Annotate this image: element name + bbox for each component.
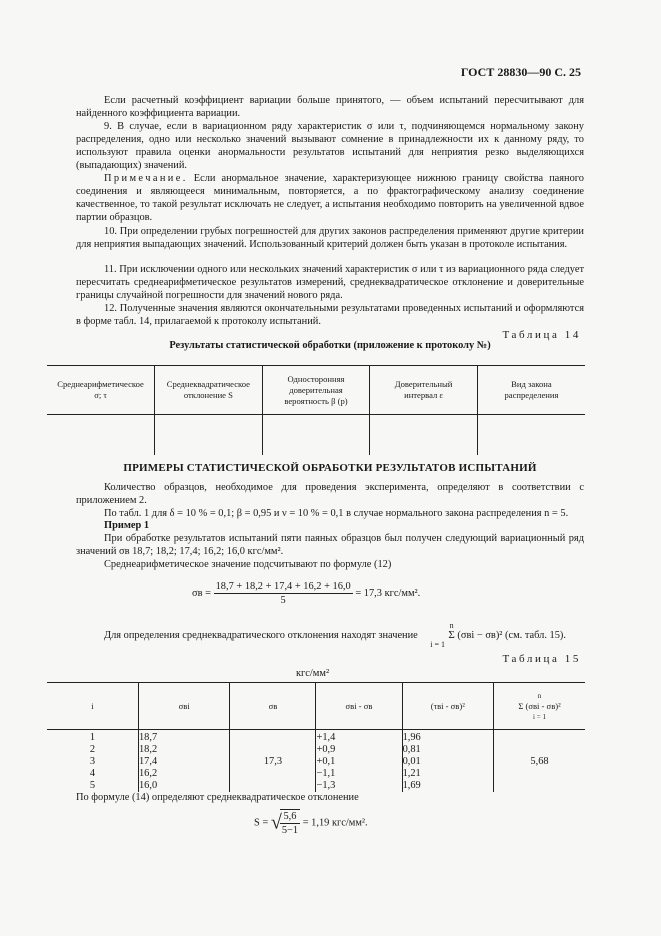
t14-col-stddev: Среднеквадратическое отклонение S — [155, 366, 263, 415]
paragraph-11: 11. При исключении одного или нескольких значений характеристик σ или τ из вариационного ряда следует пересчитать среднеарифметическое результатов измерений, среднеквадратическое отклонение и доверительные границы случайной погрешности для значений нового ряда. — [76, 264, 584, 301]
t14-col-interval: Доверительный интервал ε — [370, 366, 478, 415]
sqrt-icon: √ — [270, 811, 282, 834]
t15-cell-i: 1 — [47, 730, 138, 745]
examples-text-2: По табл. 1 для δ = 10 % = 0,1; β = 0,95 и ν = 10 % = 0,1 в случае нормального закона распределения n = 5. — [104, 508, 569, 519]
table15-unit: кгс/мм² — [296, 668, 330, 679]
t15-cell-i: 4 — [47, 768, 138, 780]
sum-symbol: n Σ i = 1 — [430, 621, 455, 649]
t15-cell-sigma: 18,2 — [138, 744, 229, 756]
t15-cell-diff: −1,1 — [316, 768, 402, 780]
paragraph-12: 12. Полученные значения являются окончательными результатами проведенных испытаний и оформляются в форме табл. 14, прилагаемой к протоколу испытаний. — [76, 303, 584, 327]
t14-cell — [370, 415, 478, 456]
t15-cell-sum: 5,68 — [494, 730, 585, 793]
t15-cell-sq: 1,69 — [402, 780, 493, 792]
t15-cell-sigma: 16,2 — [138, 768, 229, 780]
examples-text-3: При обработке результатов испытаний пяти паяных образцов был получен следующий вариационный ряд значений σв 18,7; 18,2; 17,4; 16,2; 16,0 кгс/мм². — [76, 533, 584, 557]
t15-cell-diff: +1,4 — [316, 730, 402, 745]
formula-stddev — [254, 809, 368, 837]
t14-col-law: Вид закона распределения — [477, 366, 585, 415]
t15-cell-sq: 1,96 — [402, 730, 493, 745]
t14-cell — [155, 415, 263, 456]
t15-cell-diff: +0,1 — [316, 756, 402, 768]
examples-text-1: Количество образцов, необходимое для проведения эксперимента, определяют в соответствии с приложением 2. — [76, 482, 584, 506]
t15-header-sum: n Σ (σвi - σв)² i = 1 — [494, 683, 585, 730]
t15-cell-i: 5 — [47, 780, 138, 792]
t15-cell-i: 2 — [47, 744, 138, 756]
formula-mean-denominator: 5 — [280, 595, 286, 606]
table14-label: Таблица 14 — [502, 329, 581, 341]
t15-cell-sigma: 18,7 — [138, 730, 229, 745]
examples-text-6: По формуле (14) определяют среднеквадратическое отклонение — [76, 792, 359, 803]
examples-text-5 — [76, 622, 584, 649]
t14-col-probability: Односторонняя доверительная вероятность β (p) — [262, 366, 370, 415]
table-14 — [47, 365, 585, 455]
t15-header-i: i — [47, 683, 138, 730]
formula-mean — [192, 580, 420, 607]
formula-mean-fraction — [214, 580, 353, 607]
t15-cell-sigma: 16,0 — [138, 780, 229, 792]
t15-header-sigma-i: σвi — [138, 683, 229, 730]
t14-cell — [477, 415, 585, 456]
t15-cell-diff: −1,3 — [316, 780, 402, 792]
formula-stddev-numerator: 5,6 — [280, 810, 300, 824]
formula-mean-rhs: = 17,3 кгс/мм². — [355, 587, 421, 599]
formula-mean-numerator: 18,7 + 18,2 + 17,4 + 16,2 + 16,0 — [215, 581, 351, 592]
t15-header-mean: σв — [230, 683, 316, 730]
t15-cell-sq: 1,21 — [402, 768, 493, 780]
formula-stddev-rhs: = 1,19 кгс/мм². — [302, 817, 368, 829]
example-1-heading: Пример 1 — [104, 520, 150, 531]
t15-cell-diff: +0,9 — [316, 744, 402, 756]
table15-label: Таблица 15 — [502, 653, 581, 665]
t14-col-mean: Среднеарифметическое σ; τ — [47, 366, 155, 415]
t14-cell — [47, 415, 155, 456]
t14-cell — [262, 415, 370, 456]
examples-text-5-end: (σвi − σв)² (см. табл. 15). — [457, 629, 566, 641]
table-15 — [47, 682, 585, 792]
page-header: ГОСТ 28830—90 С. 25 — [460, 65, 581, 79]
formula-stddev-lhs: S = — [254, 817, 269, 829]
t15-cell-sq: 0,81 — [402, 744, 493, 756]
examples-heading: ПРИМЕРЫ СТАТИСТИЧЕСКОЙ ОБРАБОТКИ РЕЗУЛЬТАТОВ ИСПЫТАНИЙ — [123, 462, 537, 474]
table14-title: Результаты статистической обработки (приложение к протоколу №) — [169, 340, 491, 351]
paragraph-recalc: Если расчетный коэффициент вариации больше принятого, — объем испытаний пересчитывают для найденного коэффициента вариации. — [76, 95, 584, 119]
formula-stddev-denominator: 5−1 — [281, 825, 299, 836]
examples-text-4: Среднеарифметическое значение подсчитывают по формуле (12) — [104, 559, 392, 570]
t15-cell-sq: 0,01 — [402, 756, 493, 768]
t15-cell-mean: 17,3 — [230, 730, 316, 793]
examples-text-5-start: Для определения среднеквадратического отклонения находят значение — [104, 629, 418, 641]
note-label: Примечание. — [104, 173, 188, 184]
t15-cell-sigma: 17,4 — [138, 756, 229, 768]
note-text: Если анормальное значение, характеризующее нижнюю границу свойства паяного соединения и являющееся минимальным, повторяется, а по фрактографическому анализу соединение качественное, то такой результат исключать не следует, а испытания необходимо повторить на увеличенной вдвое партии образцов. — [76, 173, 584, 223]
paragraph-10: 10. При определении грубых погрешностей для других законов распределения применяют другие критерии для неприятия выпадающих значений. Использованный критерий должен быть указан в протоколе испытания. — [76, 226, 584, 250]
formula-mean-lhs: σв = — [192, 587, 211, 599]
formula-stddev-fraction — [280, 809, 300, 837]
t15-cell-i: 3 — [47, 756, 138, 768]
paragraph-9: 9. В случае, если в вариационном ряду характеристик σ или τ, подчиняющемся нормальному закону распределения, одно или несколько значений вызывают сомнение в принадлежности их к данному ряду, то используют правила оценки анормальности результатов испытаний для неприятия резко выделяющихся (выпадающих) значений. — [76, 121, 584, 171]
t15-header-diff: σвi - σв — [316, 683, 402, 730]
t15-header-sq: (τвi - σв)² — [402, 683, 493, 730]
note-paragraph — [76, 172, 584, 224]
